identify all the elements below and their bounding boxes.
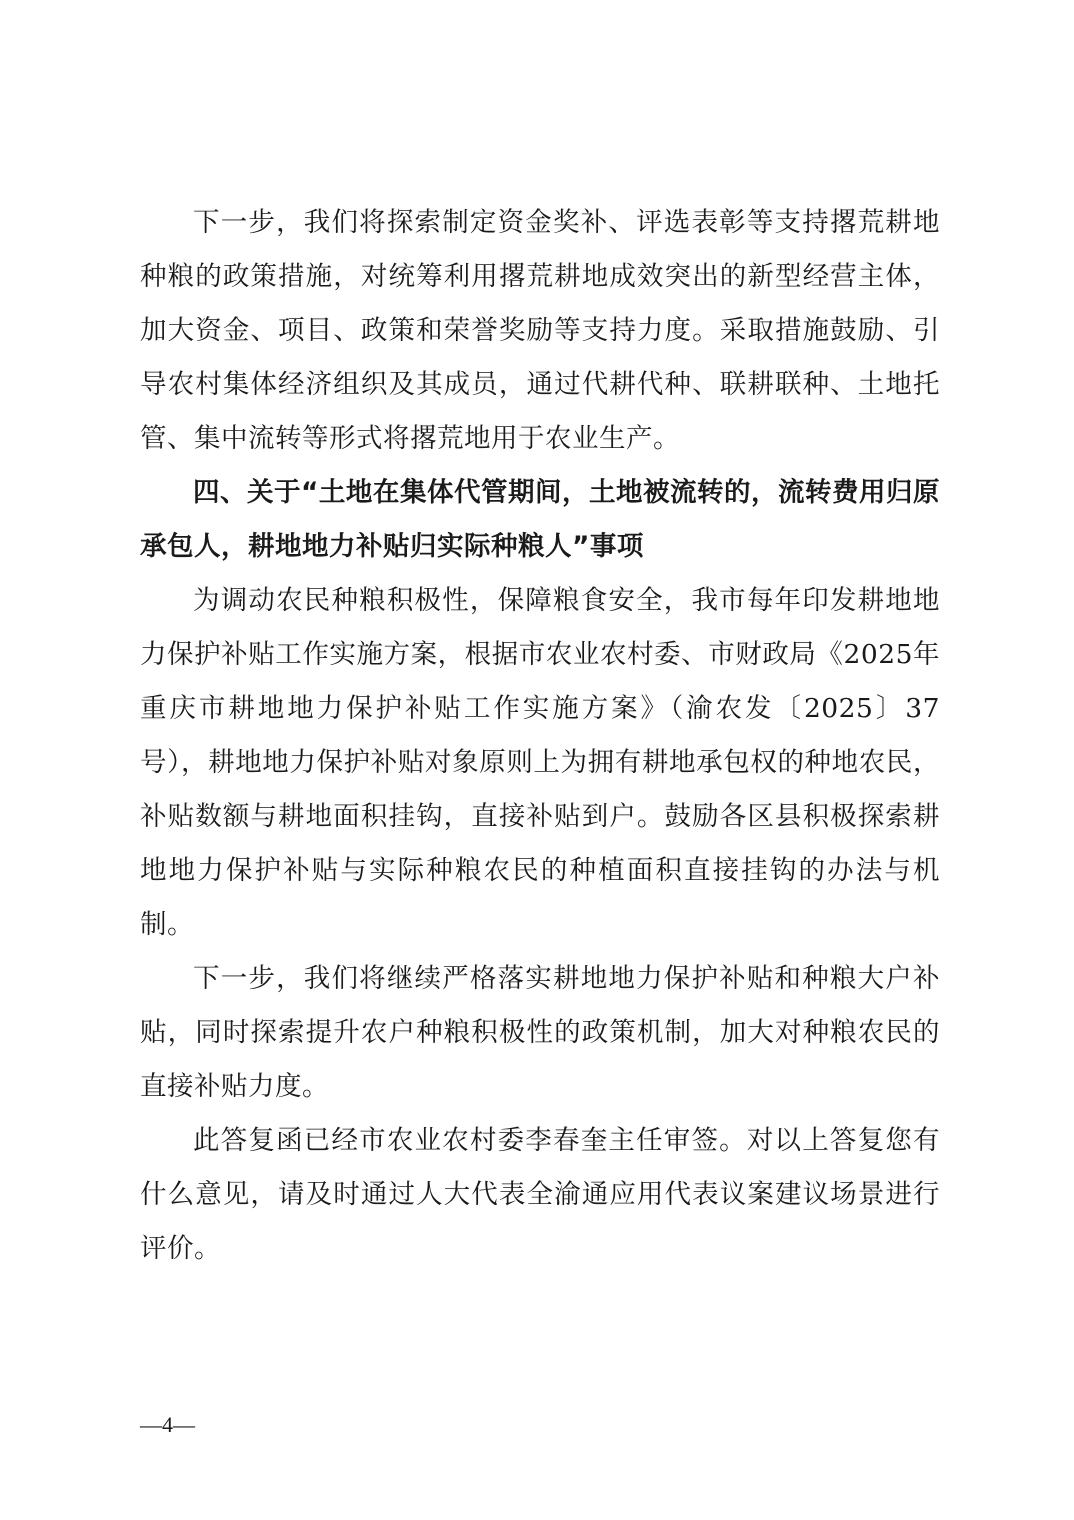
- paragraph-next-steps-subsidy: 下一步，我们将继续严格落实耕地地力保护补贴和种粮大户补贴，同时探索提升农户种粮积极性的政策机制，加大对种粮农民的直接补贴力度。: [140, 963, 940, 1102]
- paragraph-subsidy-policy: 为调动农民种粮积极性，保障粮食安全，我市每年印发耕地地力保护补贴工作实施方案，根据市农业农村委、市财政局《2025年重庆市耕地地力保护补贴工作实施方案》（渝农发〔2025〕37号），耕地地力保护补贴对象原则上为拥有耕地承包权的种地农民，补贴数额与耕地面积挂钩，直接补贴到户。鼓励各区县积极探索耕地地力保护补贴与实际种粮农民的种植面积直接挂钩的办法与机制。: [140, 585, 940, 940]
- document-body: [140, 196, 940, 1276]
- page-number: —4—: [140, 1412, 195, 1437]
- paragraph-next-steps-abandoned-land: 下一步，我们将探索制定资金奖补、评选表彰等支持撂荒耕地种粮的政策措施，对统筹利用撂荒耕地成效突出的新型经营主体，加大资金、项目、政策和荣誉奖励等支持力度。采取措施鼓励、引导农村集体经济组织及其成员，通过代耕代种、联耕联种、土地托管、集中流转等形式将撂荒地用于农业生产。: [140, 207, 940, 454]
- section-heading-four: 四、关于“土地在集体代管期间，土地被流转的，流转费用归原承包人，耕地地力补贴归实际种粮人”事项: [140, 477, 940, 562]
- paragraph-closing: 此答复函已经市农业农村委李春奎主任审签。对以上答复您有什么意见，请及时通过人大代表全渝通应用代表议案建议场景进行评价。: [140, 1125, 940, 1264]
